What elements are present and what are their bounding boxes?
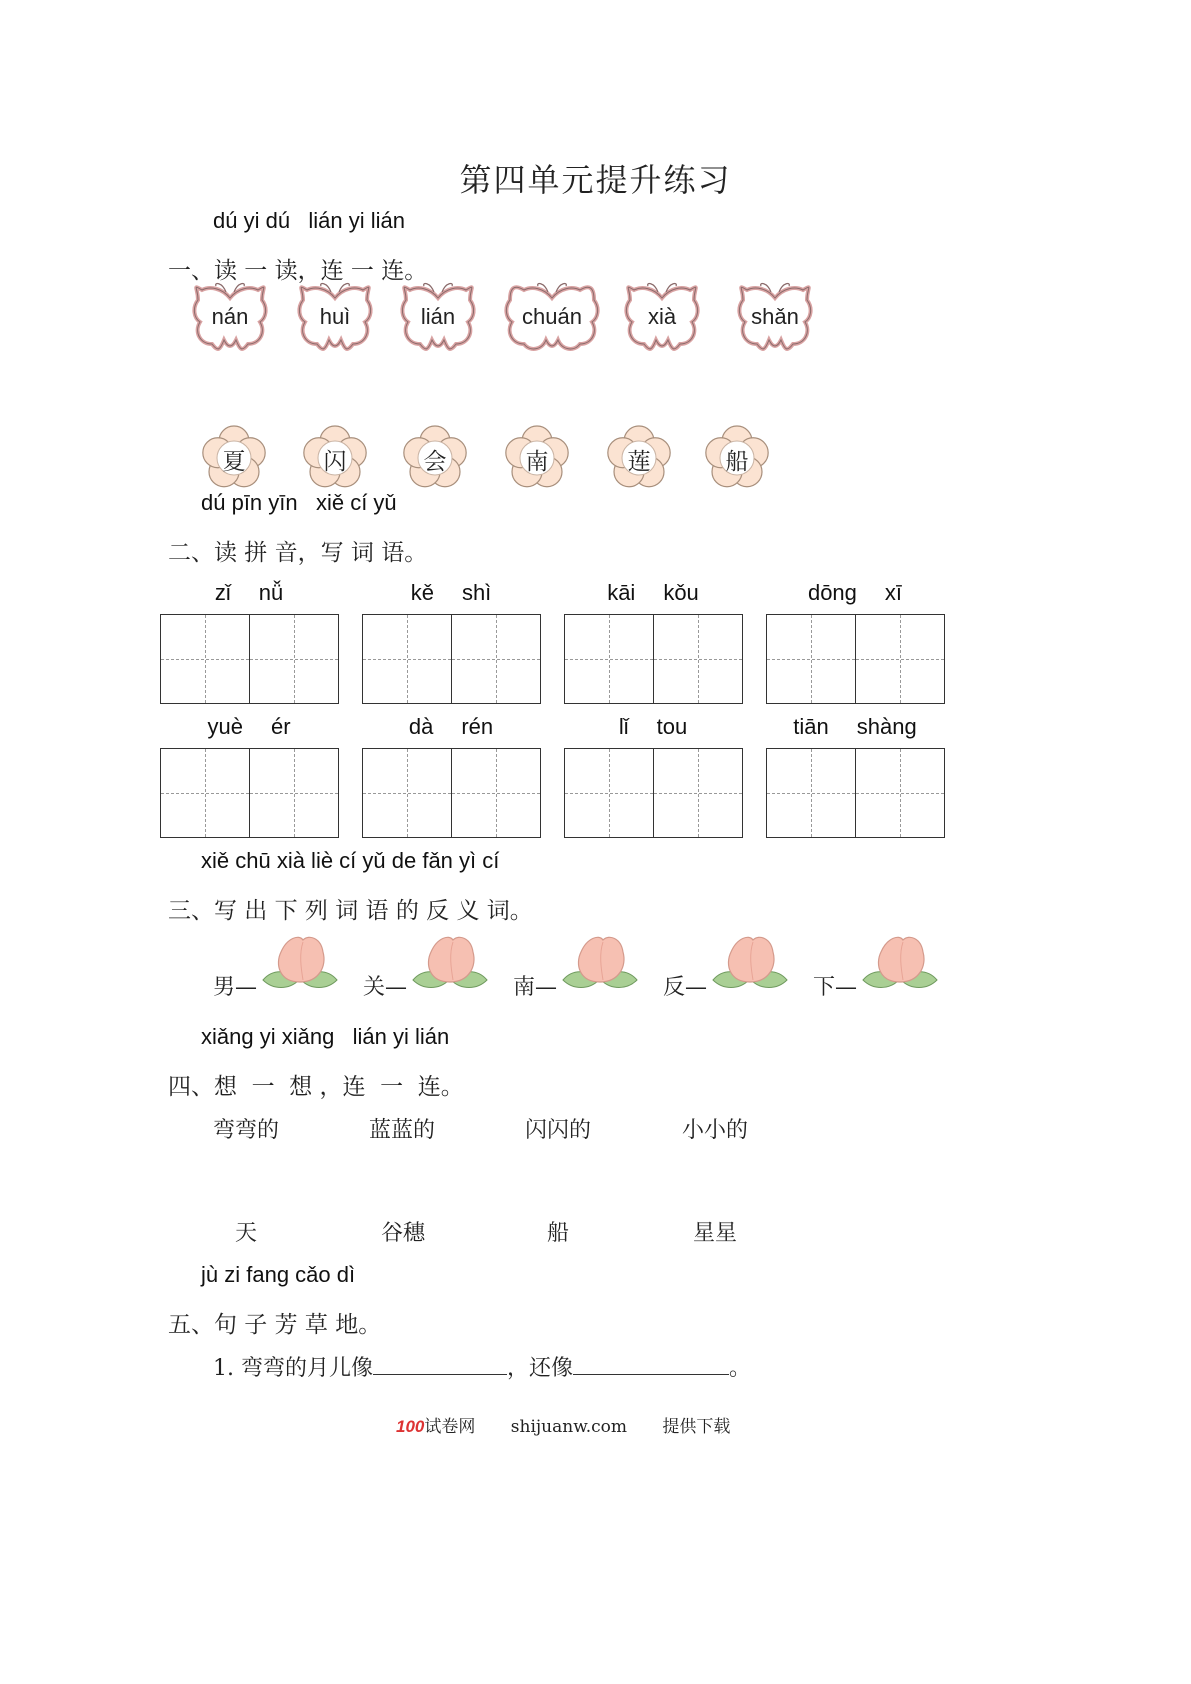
match-word-bottom[interactable]: 天 [235,1221,258,1246]
flower-character: 船 [725,449,749,475]
tianzige-cell[interactable] [451,748,541,838]
section2-pinyin: dú pīn yīn xiě cí yǔ [201,490,397,515]
question-1-end: 。 [729,1356,752,1381]
word-pinyin [362,714,540,740]
footer [396,1412,730,1437]
antonym-prompt: 关— [363,975,408,1000]
syllable: kě [410,580,434,605]
footer-url[interactable]: shijuanw.com [510,1417,628,1437]
flower-character: 闪 [323,449,347,475]
tianzige-pair[interactable] [564,614,742,704]
syllable: tiān [793,714,829,739]
butterfly-card[interactable] [502,278,602,358]
flower-card[interactable] [604,422,674,492]
tianzige-pair[interactable] [362,748,540,838]
flower-card[interactable] [300,422,370,492]
footer-suffix: 提供下载 [662,1417,731,1437]
tianzige-pair[interactable] [160,614,338,704]
word-pinyin [160,714,338,740]
section2-heading: 二、读 拼 音，写 词 语。 [168,540,428,566]
match-word-bottom[interactable]: 星星 [693,1221,738,1246]
syllable: kāi [607,580,636,605]
match-word-top[interactable]: 弯弯的 [213,1118,280,1143]
flower-card[interactable] [199,422,269,492]
syllable: kǒu [663,580,699,605]
section5-pinyin: jù zi fang cǎo dì [201,1262,356,1287]
match-word-bottom[interactable]: 船 [547,1221,570,1246]
tianzige-cell[interactable] [362,614,452,704]
peach-icon[interactable] [409,930,491,998]
tianzige-cell[interactable] [766,748,856,838]
tianzige-pair[interactable] [766,748,944,838]
match-word-bottom[interactable]: 谷穗 [381,1221,426,1246]
flower-character: 莲 [627,449,651,475]
tianzige-cell[interactable] [766,614,856,704]
tianzige-cell[interactable] [855,614,945,704]
tianzige-cell[interactable] [249,614,339,704]
butterfly-pinyin: nán [211,304,249,329]
tianzige-cell[interactable] [564,614,654,704]
flower-card[interactable] [702,422,772,492]
word-pinyin [362,580,540,606]
butterfly-card[interactable] [622,278,702,358]
antonym-prompt: 男— [213,975,258,1000]
question-1-middle: ，还像 [506,1356,573,1381]
antonym-prompt: 下— [813,975,858,1000]
tianzige-cell[interactable] [855,748,945,838]
flower-card[interactable] [400,422,470,492]
flower-character: 南 [525,449,549,475]
butterfly-card[interactable] [398,278,478,358]
section1-pinyin: dú yi dú lián yi lián [213,208,405,233]
syllable: shì [461,580,492,605]
tianzige-cell[interactable] [564,748,654,838]
syllable: dà [408,714,434,739]
match-word-top[interactable]: 蓝蓝的 [369,1118,436,1143]
tianzige-cell[interactable] [362,748,452,838]
butterfly-pinyin: lián [420,304,456,329]
answer-blank[interactable] [573,1350,729,1375]
section3-heading: 三、写 出 下 列 词 语 的 反 义 词。 [168,898,533,924]
butterfly-pinyin: huì [319,304,351,329]
tianzige-pair[interactable] [766,614,944,704]
section5-heading: 五、句 子 芳 草 地。 [168,1312,382,1338]
syllable: xī [884,580,903,605]
answer-blank[interactable] [373,1350,507,1375]
tianzige-pair[interactable] [564,748,742,838]
butterfly-card[interactable] [190,278,270,358]
section4-heading: 四、想 一 想 ，连 一 连。 [168,1074,464,1100]
tianzige-pair[interactable] [362,614,540,704]
question-1 [213,1350,751,1382]
butterfly-pinyin: shǎn [751,304,799,329]
word-pinyin [766,714,944,740]
flower-character: 夏 [222,449,246,475]
peach-icon[interactable] [709,930,791,998]
tianzige-cell[interactable] [160,614,250,704]
syllable: ér [270,714,291,739]
antonym-prompt: 反— [663,975,708,1000]
syllable: yuè [207,714,243,739]
flower-card[interactable] [502,422,572,492]
word-pinyin [160,580,338,606]
peach-icon[interactable] [859,930,941,998]
tianzige-cell[interactable] [653,614,743,704]
syllable: tou [656,714,688,739]
butterfly-pinyin: chuán [522,304,582,329]
peach-icon[interactable] [259,930,341,998]
peach-icon[interactable] [559,930,641,998]
word-pinyin [564,580,742,606]
section1-heading: 一、读 一 读，连 一 连。 [168,258,428,284]
tianzige-cell[interactable] [249,748,339,838]
syllable: shàng [856,714,917,739]
syllable: lǐ [618,714,629,739]
tianzige-cell[interactable] [653,748,743,838]
tianzige-cell[interactable] [451,614,541,704]
tianzige-cell[interactable] [160,748,250,838]
syllable: rén [461,714,494,739]
footer-site-name: 试卷网 [424,1417,476,1437]
word-pinyin [564,714,742,740]
question-1-prefix: 1. 弯弯的月儿像 [213,1356,373,1381]
word-pinyin [766,580,944,606]
footer-logo: 100 [396,1417,425,1436]
butterfly-card[interactable] [295,278,375,358]
butterfly-card[interactable] [735,278,815,358]
antonym-prompt: 南— [513,975,558,1000]
tianzige-pair[interactable] [160,748,338,838]
section4-pinyin: xiǎng yi xiǎng lián yi lián [201,1024,450,1049]
section3-pinyin: xiě chū xià liè cí yǔ de fǎn yì cí [201,848,500,873]
flower-character: 会 [423,449,447,475]
syllable: nǚ [258,580,284,605]
match-word-top[interactable]: 小小的 [682,1118,749,1143]
page-title: 第四单元提升练习 [459,161,732,199]
match-word-top[interactable]: 闪闪的 [525,1118,592,1143]
syllable: zǐ [214,580,231,605]
syllable: dōng [807,580,857,605]
butterfly-pinyin: xià [647,304,677,329]
